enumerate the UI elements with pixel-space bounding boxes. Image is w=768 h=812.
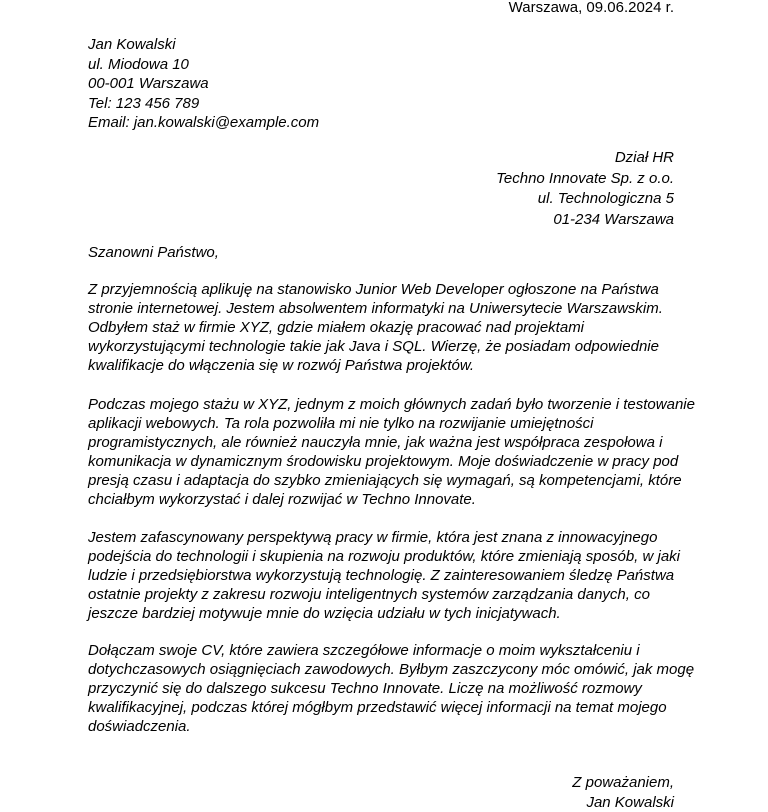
paragraph-line: Jestem zafascynowany perspektywą pracy w firmie, która jest znana z innowacyjnego xyxy=(88,529,658,546)
recipient-address-block xyxy=(496,148,674,230)
paragraph-internship xyxy=(88,395,695,509)
recipient-city: 01-234 Warszawa xyxy=(553,210,674,228)
sender-email: Email: jan.kowalski@example.com xyxy=(88,114,320,131)
paragraph-motivation xyxy=(88,528,688,623)
paragraph-closing-remarks xyxy=(88,641,695,736)
sender-city: 00-001 Warszawa xyxy=(88,75,209,92)
paragraph-line: programistycznych, ale również nauczyła mnie, jak ważna jest współpraca zespołowa i xyxy=(88,434,663,451)
paragraph-line: wykorzystującymi technologie takie jak Java i SQL. Wierzę, że posiadam odpowiednie xyxy=(88,338,659,355)
recipient-street: ul. Technologiczna 5 xyxy=(537,190,674,207)
salutation: Szanowni Państwo, xyxy=(88,244,219,261)
paragraph-line: podejścia do technologii i skupienia na rozwoju produktów, które zmieniają sposób, w jaki xyxy=(88,548,681,565)
paragraph-line: jeszcze bardziej motywuje mnie do wzięcia udziału w tych inicjatywach. xyxy=(88,605,561,622)
sender-name: Jan Kowalski xyxy=(88,36,176,53)
recipient-department: Dział HR xyxy=(614,149,674,166)
paragraph-line: komunikacja w dynamicznym środowisku projektowym. Moje doświadczenie w pracy pod xyxy=(88,453,679,470)
sender-address-block xyxy=(88,35,319,133)
paragraph-line: aplikacji webowych. Ta rola pozwoliła mi nie tylko na rozwijanie umiejętności xyxy=(88,415,594,432)
paragraph-line: doświadczenia. xyxy=(88,718,191,735)
paragraph-line: dotychczasowych osiągnięciach zawodowych. Byłbym zaszczycony móc omówić, jak mogę xyxy=(88,661,695,678)
paragraph-line: przyczynić się do dalszego sukcesu Techno Innovate. Liczę na możliwość rozmowy xyxy=(88,680,642,697)
sender-phone: Tel: 123 456 789 xyxy=(88,94,200,112)
paragraph-line: stronie internetowej. Jestem absolwentem informatyki na Uniwersytecie Warszawskim. xyxy=(88,300,663,317)
paragraph-intro xyxy=(88,280,688,375)
closing-block xyxy=(572,773,674,812)
closing-phrase: Z poważaniem, xyxy=(572,774,674,791)
paragraph-line: Podczas mojego stażu w XYZ, jednym z moich głównych zadań było tworzenie i testowanie xyxy=(88,396,695,413)
paragraph-line: Z przyjemnością aplikuję na stanowisko Junior Web Developer ogłoszone na Państwa xyxy=(88,281,659,298)
paragraph-line: kwalifikacje do włączenia się w rozwój Państwa projektów. xyxy=(88,357,475,374)
paragraph-line: Odbyłem staż w firmie XYZ, gdzie miałem okazję pracować nad projektami xyxy=(88,319,585,336)
paragraph-line: Dołączam swoje CV, które zawiera szczegółowe informacje o moim wykształceniu i xyxy=(88,642,640,659)
signature-name: Jan Kowalski xyxy=(586,793,674,811)
sender-street: ul. Miodowa 10 xyxy=(88,55,189,73)
paragraph-line: chciałbym wykorzystać i dalej rozwijać w Techno Innovate. xyxy=(88,491,476,508)
paragraph-line: presją czasu i adaptacja do szybko zmieniających się wymagań, są kompetencjami, które xyxy=(88,472,682,489)
paragraph-line: kwalifikacyjnej, podczas której mógłbym przedstawić więcej informacji na temat mojego xyxy=(88,699,667,716)
paragraph-line: ludzie i przedsiębiorstwa wykorzystują technologię. Z zainteresowaniem śledzę Państwa xyxy=(88,567,675,584)
recipient-company: Techno Innovate Sp. z o.o. xyxy=(496,169,674,187)
letter-date: Warszawa, 09.06.2024 r. xyxy=(508,0,674,16)
paragraph-line: ostatnie projekty z zakresu rozwoju inteligentnych systemów zarządzania danych, co xyxy=(88,586,650,603)
